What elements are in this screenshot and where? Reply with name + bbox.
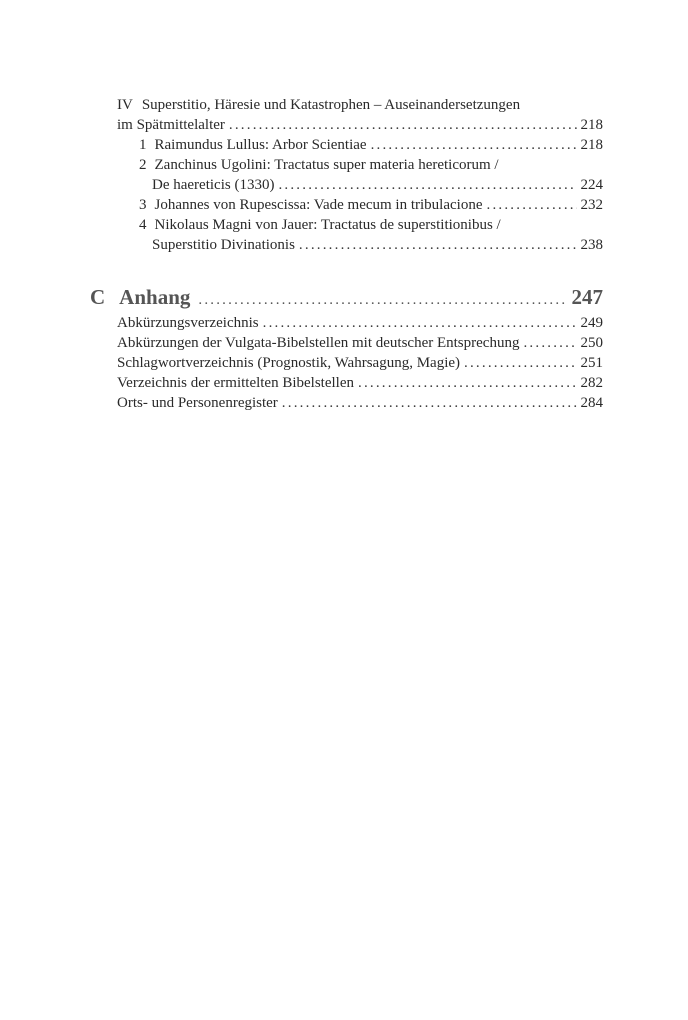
page-number: 282 (580, 375, 603, 391)
part-iv-title-line1 (117, 95, 520, 115)
appendix-entry-2[interactable] (117, 333, 603, 353)
dot-leader (464, 353, 576, 373)
toc-entry-1[interactable] (139, 135, 603, 155)
part-iv-title: Superstitio, Häresie und Katastrophen – Auseinandersetzungen (141, 97, 521, 113)
dot-leader (229, 115, 577, 135)
toc-entry-3[interactable] (139, 195, 603, 215)
dot-leader (487, 195, 577, 215)
entry-title: Nikolaus Magni von Jauer: Tractatus de superstitionibus / (154, 217, 501, 233)
entry-title: Schlagwortverzeichnis (Prognostik, Wahrsagung, Magie) (117, 355, 461, 371)
page-number: 232 (580, 197, 603, 213)
page-number: 251 (580, 355, 603, 371)
dot-leader (358, 373, 577, 393)
dot-leader (371, 135, 577, 155)
section-title: Anhang (119, 285, 191, 309)
entry-number: 2 (139, 157, 147, 173)
entry-title: Verzeichnis der ermittelten Bibelstellen (117, 375, 354, 391)
entry-title: Abkürzungen der Vulgata-Bibelstellen mit deutscher Entsprechung (117, 335, 520, 351)
toc-entry-2-line1[interactable] (139, 155, 499, 175)
toc-entry-2-line2[interactable] (152, 175, 603, 195)
entry-title-continued: De haereticis (1330) (152, 177, 275, 193)
dot-leader (299, 235, 577, 255)
entry-number: 1 (139, 137, 147, 153)
page-number: 218 (580, 117, 603, 133)
part-iv-title-continued: im Spätmittelalter (117, 117, 225, 133)
toc-entry-4-line2[interactable] (152, 235, 603, 255)
section-c-heading[interactable] (90, 284, 603, 313)
dot-leader (278, 175, 576, 195)
toc-entry-4-line1[interactable] (139, 215, 501, 235)
appendix-entry-1[interactable] (117, 313, 603, 333)
page-number: 238 (580, 237, 603, 253)
dot-leader (523, 333, 576, 353)
entry-title: Orts- und Personenregister (117, 395, 278, 411)
part-iv-numeral: IV (117, 97, 133, 113)
appendix-entry-5[interactable] (117, 393, 603, 413)
entry-number: 3 (139, 197, 147, 213)
appendix-entry-4[interactable] (117, 373, 603, 393)
entry-title-continued: Superstitio Divinationis (152, 237, 295, 253)
page-number: 247 (571, 285, 603, 309)
entry-title: Zanchinus Ugolini: Tractatus super materia hereticorum / (154, 157, 499, 173)
entry-title: Abkürzungsverzeichnis (117, 315, 259, 331)
page-number: 218 (580, 137, 603, 153)
page-number: 284 (580, 395, 603, 411)
entry-title: Johannes von Rupescissa: Vade mecum in tribulacione (154, 197, 483, 213)
section-letter: C (90, 285, 106, 309)
page-number: 250 (580, 335, 603, 351)
dot-leader (263, 313, 577, 333)
entry-number: 4 (139, 217, 147, 233)
part-iv-title-line2[interactable] (117, 115, 603, 135)
entry-title: Raimundus Lullus: Arbor Scientiae (154, 137, 367, 153)
page-number: 224 (580, 177, 603, 193)
dot-leader (198, 287, 567, 313)
page-number: 249 (580, 315, 603, 331)
appendix-entry-3[interactable] (117, 353, 603, 373)
dot-leader (282, 393, 577, 413)
